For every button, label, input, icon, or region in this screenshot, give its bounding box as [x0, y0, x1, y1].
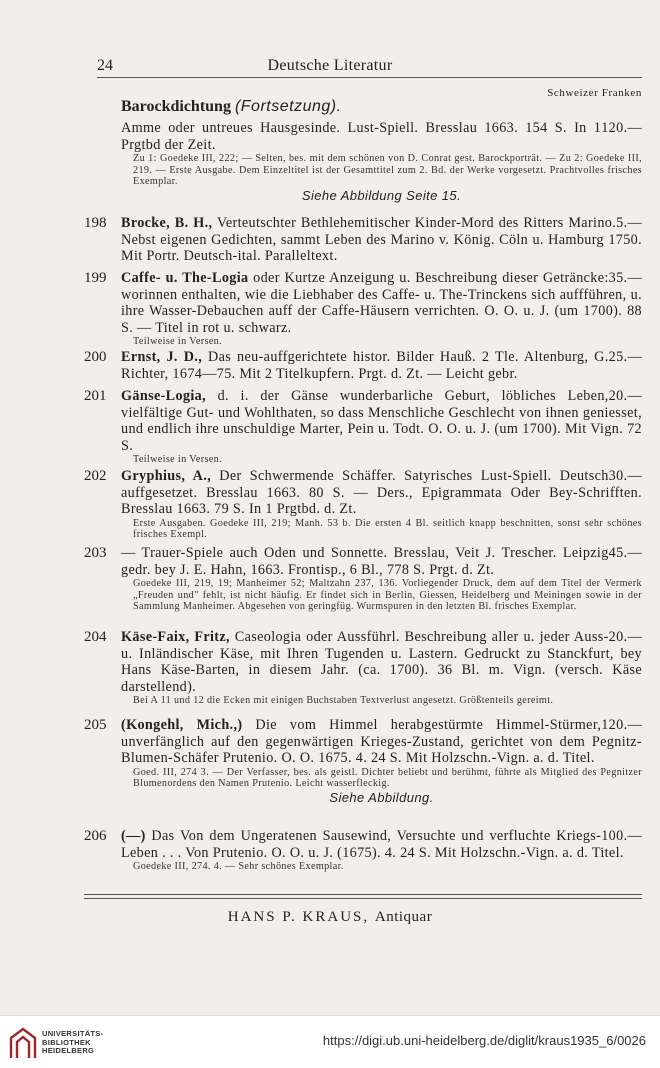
viewer-bottom-bar [0, 1015, 660, 1068]
entry-body [121, 120, 642, 153]
entry-number: 200 [84, 349, 107, 365]
entry-number: 205 [84, 717, 107, 733]
entry-number: 206 [84, 828, 107, 844]
entry-number: 203 [84, 545, 107, 561]
entry-author: Brocke, B. H., [121, 215, 213, 231]
publisher-subtitle: Antiquar [374, 909, 433, 925]
footer-rule [84, 898, 642, 899]
institution-line: HEIDELBERG [42, 1046, 95, 1055]
page-number: 24 [97, 57, 113, 74]
entry-author: Gänse-Logia, [121, 388, 206, 404]
entry-note: Goedeke III, 219, 19; Manheimer 52; Maltzahn 237, 136. Vorliegender Druck, dem auf dem Titel der Vermerk „Freuden und" fehlt, ist nicht häufig. Er findet sich in Berlin, Giessen, Heidelberg und Meiningen sowie in der Sammlung Manheimer. Abgesehen von geringfüg. Wurmspuren in den letzten Bl. frisches Exemplar. [133, 578, 642, 613]
publisher-footer [0, 909, 660, 926]
institution-line: BIBLIOTHEK [42, 1037, 91, 1047]
entry-text: Die vom Himmel herabgestürmte Himmel-Stürmer, unverfänglich auf den gegenwärtigen Krieges-Zustand, gerichtet von dem Pegnitz-Blumen-Schäfer Prutenio. O. O. 1675. 4. 24 S. Mit Holzschn.-Vign. a. d. Titel. [121, 717, 642, 767]
entry-body [121, 349, 642, 382]
entry-number: 198 [84, 215, 107, 231]
entry-text: Amme oder untreues Hausgesinde. Lust-Spiell. Bresslau 1663. 154 S. In 1 Prgtbd der Zeit. [121, 120, 602, 153]
catalog-entry [84, 388, 642, 466]
entry-body [121, 828, 642, 861]
entry-author: Gryphius, A., [121, 468, 212, 484]
entry-text: — Trauer-Spiele auch Oden und Sonnette. Bresslau, Veit J. Trescher. Leipzig gedr. bey J. E. Hahn, 1663. Frontisp., 6 Bl., 778 S. Prgt. d. Zt. [121, 545, 609, 578]
running-title: Deutsche Literatur [267, 57, 393, 74]
entry-body [121, 468, 642, 518]
entry-text: Verteutschter Bethlehemitischer Kinder-Mord des Ritters Marino. Nebst eigenen Gedichten, sammt Leben des Marino v. König. Cöln u. Hamburg 1750. Mit Portr. Deutsch-ital. Paralleltext. [121, 215, 642, 265]
institution-name [42, 1030, 103, 1056]
entry-note: Teilweise in Versen. [133, 336, 222, 348]
entry-text: Caseologia oder Aussführl. Beschreibung aller u. jeder Auss- u. Inländischer Käse, mit Ihren Tugenden u. Lastern. Gedruckt zu Stanckfurt, bey Hans Käse-Barten, in diesem Jahr. (ca. 1700). 36 Bl. m. Vign. (versch. Käse darstellend). [121, 629, 642, 695]
header-rule [97, 77, 642, 78]
catalog-entry [84, 545, 642, 613]
institution-line: UNIVERSITÄTS- [42, 1029, 104, 1038]
catalog-entry [84, 349, 642, 382]
entry-note: Goedeke III, 274. 4. — Sehr schönes Exemplar. [133, 861, 344, 873]
see-illustration: Siehe Abbildung. [329, 789, 434, 805]
entry-text: oder Kurtze Anzeigung u. Beschreibung dieser Geträncke: worinnen enthalten, wie die Liebhaber des Caffe- u. The-Trinckens sich auffführen, u. ihre Wasser-Debauchen auff der Caffe-Häusern verrichten. O. O. u. J. (um 1700). 88 S. — Titel in rot u. schwarz. [121, 270, 642, 336]
catalog-entry [84, 215, 642, 265]
entry-text: Das neu-auffgerichtete histor. Bilder Hauß. 2 Tle. Altenburg, G. Richter, 1674—75. Mit 2 Titelkupfern. Prgt. d. Zt. — Leicht gebr. [121, 349, 609, 382]
entry-text: d. i. der Gänse wunderbarliche Geburt, löbliches Leben, vielfältige Gut- und Wohlthaten, so dass Menschliche Geschlecht von ihnen geniesset, und endlich ihre unschuldige Marter, Pein u. Todt. O. O. u. J. (um 1700). Mit Vign. 72 S. [121, 388, 642, 454]
entry-price: 20.— [608, 388, 642, 404]
entry-body [121, 215, 642, 265]
entry-number: 202 [84, 468, 107, 484]
see-illustration: Siehe Abbildung Seite 15. [301, 187, 462, 203]
footer-rule [84, 894, 642, 895]
catalog-entry [84, 120, 642, 204]
entry-body [121, 717, 642, 767]
catalog-entry [84, 468, 642, 541]
entry-price: 35.— [608, 270, 642, 286]
entry-body [121, 270, 642, 336]
catalog-entry [84, 629, 642, 707]
entry-author: Caffe- u. The-Logia [121, 270, 249, 286]
publisher-name: HANS P. KRAUS, [227, 909, 370, 925]
entry-note: Bei A 11 und 12 die Ecken mit einigen Buchstaben Textverlust angesetzt. Größtenteils gereimt. [133, 695, 554, 707]
entry-price: 45.— [608, 545, 642, 561]
entry-number: 201 [84, 388, 107, 404]
entry-price: 120.— [601, 717, 642, 733]
section-heading [121, 98, 342, 116]
section-continued: (Fortsetzung). [234, 98, 342, 115]
catalog-entry [84, 828, 642, 873]
entry-price: 100.— [601, 828, 642, 844]
entry-price: 25.— [608, 349, 642, 365]
entry-note: Erste Ausgaben. Goedeke III, 219; Manh. 53 b. Die ersten 4 Bl. seitlich knapp beschnitten, sonst sehr schönes frisches Exempl. [133, 517, 642, 541]
entry-price: 120.— [601, 120, 642, 136]
entry-text: Das Von dem Ungeratenen Sausewind, Versuchte und verfluchte Kriegs-Leben . . . Von Prutenio. O. O. u. J. (1675). 4. 24 S. Mit Holzschn.-Vign. a. d. Titel. [121, 828, 624, 861]
section-title: Barockdichtung [121, 98, 231, 115]
entry-text: Der Schwermende Schäffer. Satyrisches Lust-Spiell. Deutsch auffgesetzet. Bresslau 1663. 80 S. — Ders., Epigrammata Oder Bey-Schrifften. Bresslau 1663. 79 S. In 1 Prgtbd. d. Zt. [121, 468, 642, 518]
library-logo-icon [8, 1026, 38, 1060]
entry-note: Zu 1: Goedeke III, 222; — Selten, bes. mit dem schönen von D. Conrat gest. Barockporträt. — Zu 2: Goedeke III, 219. — Erste Ausgabe. Dem Einzeltitel ist der Gesamttitel zum 2. Bd. der Werke vorgesetzt. Prachtvolles frisches Exemplar. [133, 153, 642, 188]
entry-body [121, 545, 642, 578]
catalog-entry [84, 270, 642, 348]
currency-note: Schweizer Franken [547, 87, 642, 99]
catalog-entry [84, 717, 642, 806]
entry-number: 199 [84, 270, 107, 286]
entry-author: (Kongehl, Mich.,) [121, 717, 243, 733]
entry-body [121, 629, 642, 695]
entry-price: 5.— [616, 215, 642, 231]
permalink-url[interactable]: https://digi.ub.uni-heidelberg.de/diglit/kraus1935_6/0026 [322, 1033, 646, 1048]
entry-note: Goed. III, 274 3. — Der Verfasser, bes. als geistl. Dichter beliebt und berühmt, führte als Mitglied des Pegnitzer Blumenordens den Namen Prutenio. Leicht wasserfleckig. [133, 766, 642, 790]
entry-author: Ernst, J. D., [121, 349, 203, 365]
entry-note: Teilweise in Versen. [133, 454, 222, 466]
entry-price: 30.— [608, 468, 642, 484]
entry-body [121, 388, 642, 454]
entry-number: 204 [84, 629, 107, 645]
entry-price: 20.— [608, 629, 642, 645]
entry-author: Käse-Faix, Fritz, [121, 629, 230, 645]
entry-author: (—) [121, 828, 146, 844]
